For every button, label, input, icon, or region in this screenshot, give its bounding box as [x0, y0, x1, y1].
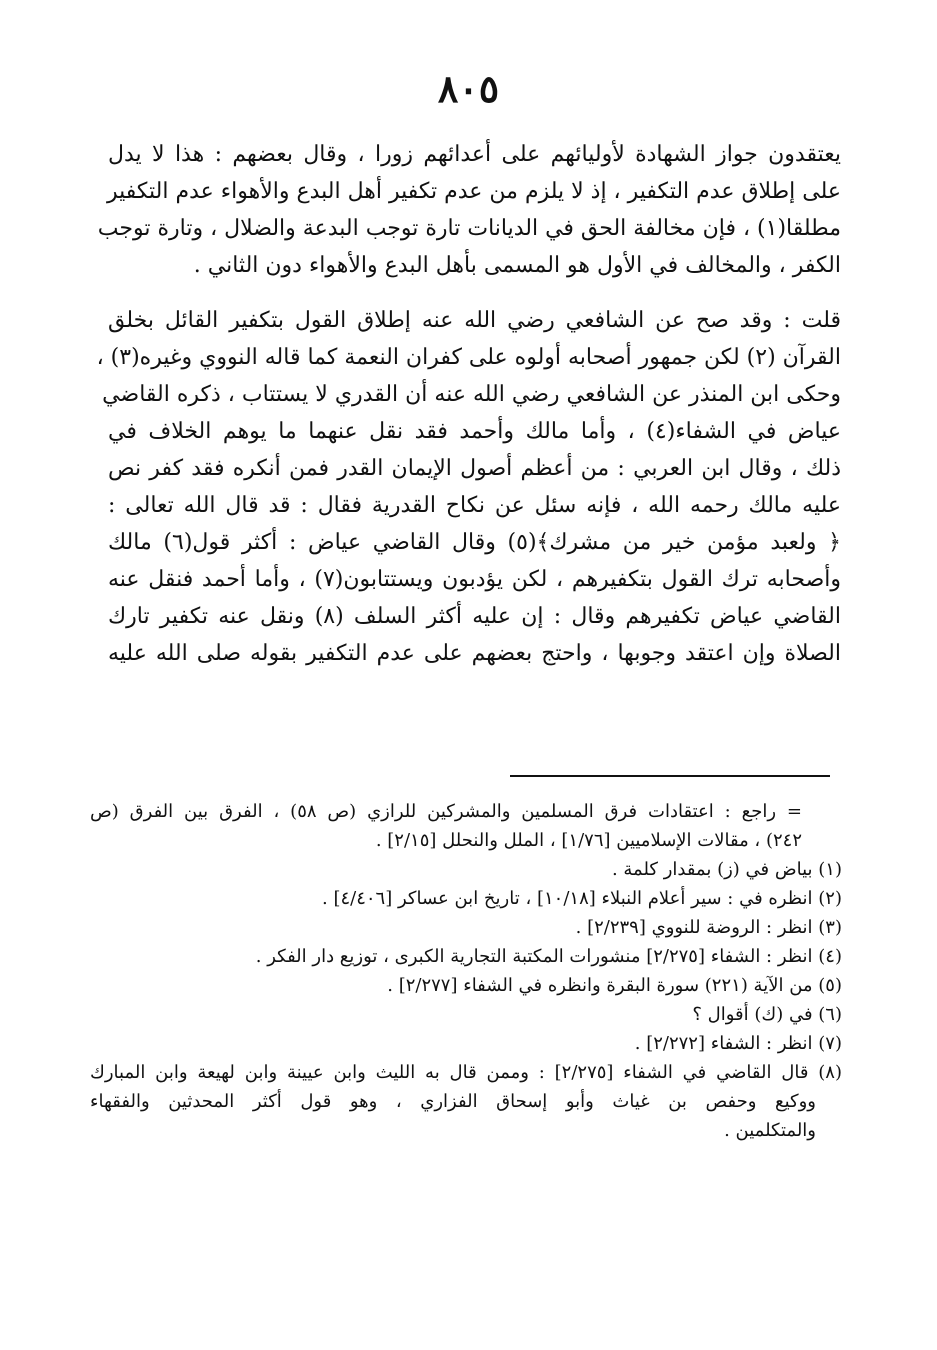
footnote-line: (٦) في (ك) أقوال ؟ [692, 1004, 842, 1025]
text-line: قلت : وقد صح عن الشافعي رضي الله عنه إطلاق القول بتكفير القائل بخلق [108, 308, 841, 333]
text-line: الكفر ، والمخالف في الأول هو المسمى بأهل البدع والأهواء دون الثاني . [193, 253, 841, 278]
footnote-separator [510, 775, 830, 777]
text-line: وحكى ابن المنذر عن الشافعي رضي الله عنه أن القدري لا يستتاب ، ذكره القاضي [102, 382, 841, 407]
text-line: عياض في الشفاء(٤) ، وأما مالك وأحمد فقد نقل عنهما ما يوهم الخلاف في [108, 419, 842, 444]
footnote-line: والمتكلمين . [724, 1120, 816, 1141]
text-line: عليه مالك رحمه الله ، فإنه سئل عن نكاح القدرية فقال : قد قال الله تعالى : [108, 493, 841, 518]
text-line: الصلاة وإن اعتقد وجوبها ، واحتج بعضهم على عدم التكفير بقوله صلى الله عليه [108, 641, 841, 666]
footnote-line: = راجع : اعتقادات فرق المسلمين والمشركين للرازي (ص ٥٨) ، الفرق بين الفرق (ص [90, 801, 802, 822]
footnote-line: (٨) قال القاضي في الشفاء [٢/٢٧٥] : وممن قال به الليث وابن عيينة وابن لهيعة وابن المبارك [90, 1062, 842, 1083]
footnote-line: ٢٤٢) ، مقالات الإسلاميين [١/٧٦] ، الملل والنحلل [٢/١٥] . [375, 830, 802, 851]
text-line: على إطلاق عدم التكفير ، إذ لا يلزم من عدم تكفير أهل البدع والأهواء عدم التكفير [106, 179, 841, 204]
text-line: مطلقا(١) ، فإن مخالفة الحق في الديانات تارة توجب البدعة والضلال ، وتارة توجب [97, 216, 841, 241]
text-line: القاضي عياض تكفيرهم وقال : إن عليه أكثر السلف (٨) ونقل عنه تكفير تارك [108, 604, 841, 629]
footnote-line: (٣) انظر : الروضة للنووي [٢/٢٣٩] . [575, 917, 842, 938]
text-line: ﴿ ولعبد مؤمن خير من مشرك﴾(٥) وقال القاضي عياض : أكثر قول(٦) مالك [108, 530, 842, 555]
footnotes [90, 797, 842, 1145]
footnote-line: (٤) انظر : الشفاء [٢/٢٧٥] منشورات المكتبة التجارية الكبرى ، توزيع دار الفكر . [255, 946, 842, 967]
footnote-line: (٥) من الآية (٢٢١) سورة البقرة وانظره في الشفاء [٢/٢٧٧] . [387, 975, 842, 996]
text-line: القرآن (٢) لكن جمهور أصحابه أولوه على كفران النعمة كما قاله النووي وغيره(٣) ، [96, 345, 841, 370]
main-text [96, 136, 842, 672]
footnote-line: (٢) انظره في : سير أعلام النبلاء [١٠/١٨] ، تاريخ ابن عساكر [٤/٤٠٦] . [322, 888, 842, 909]
footnote-line: (٧) انظر : الشفاء [٢/٢٧٢] . [634, 1033, 842, 1054]
text-line: يعتقدون جواز الشهادة لأوليائهم على أعدائهم زورا ، وقال بعضهم : هذا لا يدل [108, 142, 841, 167]
paragraph-2 [96, 302, 842, 672]
page-number: ٨٠٥ [437, 66, 500, 111]
text-line: ذلك ، وقال ابن العربي : من أعظم أصول الإيمان القدر فمن أنكره فقد كفر نص [108, 456, 841, 481]
text-line: وأصحابه ترك القول بتكفيرهم ، لكن يؤدبون ويستتابون(٧) ، وأما أحمد فنقل عنه [108, 567, 841, 592]
footnote-line: ووكيع وحفص بن غياث وأبو إسحاق الفزاري ، وهو قول أكثر المحدثين والفقهاء [90, 1091, 816, 1112]
footnote-line: (١) بياض في (ز) بمقدار كلمة . [611, 859, 842, 880]
paragraph-1 [97, 136, 841, 284]
